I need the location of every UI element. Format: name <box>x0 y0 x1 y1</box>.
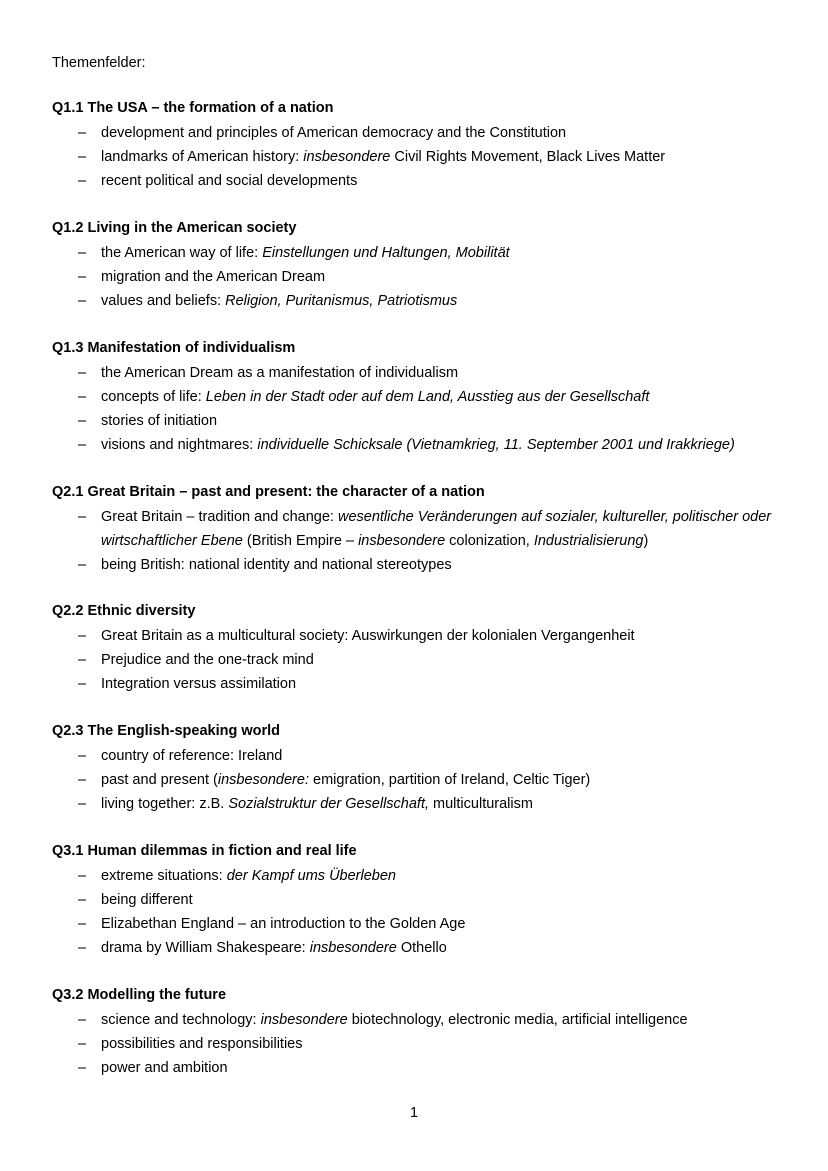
item-text: possibilities and responsibilities <box>101 1036 303 1052</box>
item-text: being different <box>101 892 193 908</box>
list-item <box>52 912 812 936</box>
item-text: Othello <box>396 940 447 956</box>
dash-bullet: – <box>78 868 87 884</box>
item-text: the American Dream as a manifestation of individualism <box>101 365 459 381</box>
item-text: (British Empire – <box>242 533 359 549</box>
section-q2-3 <box>52 722 812 816</box>
item-text: emigration, partition of Ireland, Celtic Tiger) <box>308 772 591 788</box>
italic-text: der Kampf ums Überleben <box>226 868 396 884</box>
section-q3-1 <box>52 842 812 960</box>
section-heading: Q3.1 Human dilemmas in fiction and real life <box>52 843 357 859</box>
dash-bullet: – <box>78 1036 87 1052</box>
item-text: biotechnology, electronic media, artificial intelligence <box>347 1012 688 1028</box>
list-item <box>52 864 812 888</box>
section-heading: Q2.1 Great Britain – past and present: the character of a nation <box>52 484 485 500</box>
section-heading: Q2.2 Ethnic diversity <box>52 603 196 619</box>
list-item <box>52 1056 812 1080</box>
italic-text: individuelle Schicksale (Vietnamkrieg, 11. September 2001 und Irakkriege) <box>257 437 735 453</box>
dash-bullet: – <box>78 940 87 956</box>
dash-bullet: – <box>78 916 87 932</box>
list-item <box>52 169 812 193</box>
dash-bullet: – <box>78 365 87 381</box>
italic-text: insbesondere: <box>217 772 309 788</box>
dash-bullet: – <box>78 892 87 908</box>
section-list <box>52 505 812 577</box>
intro-label: Themenfelder: <box>52 55 146 71</box>
item-text: Great Britain – tradition and change: <box>101 509 338 525</box>
dash-bullet: – <box>78 293 87 309</box>
list-item <box>52 409 812 433</box>
item-text: stories of initiation <box>101 413 218 429</box>
list-item <box>52 1008 812 1032</box>
list-item <box>52 672 812 696</box>
list-item <box>52 744 812 768</box>
section-list <box>52 864 812 960</box>
list-item <box>52 648 812 672</box>
list-item <box>52 145 812 169</box>
list-item <box>52 433 812 457</box>
page-number: 1 <box>409 1105 419 1121</box>
list-item <box>52 1032 812 1056</box>
dash-bullet: – <box>78 652 87 668</box>
list-item <box>52 241 812 265</box>
item-text: being British: national identity and national stereotypes <box>101 557 452 573</box>
item-text: colonization, <box>445 533 534 549</box>
list-item <box>52 936 812 960</box>
list-item <box>52 121 812 145</box>
section-heading: Q3.2 Modelling the future <box>52 987 227 1003</box>
item-text: ) <box>643 533 649 549</box>
item-text: living together: z.B. <box>101 796 229 812</box>
item-text: visions and nightmares: <box>101 437 258 453</box>
item-text: past and present ( <box>101 772 218 788</box>
italic-text: Leben in der Stadt oder auf dem Land, Ausstieg aus der Gesellschaft <box>205 389 650 405</box>
item-text: country of reference: Ireland <box>101 748 283 764</box>
list-item <box>52 624 812 648</box>
section-heading: Q2.3 The English-speaking world <box>52 723 281 739</box>
section-list <box>52 1008 812 1080</box>
dash-bullet: – <box>78 437 87 453</box>
section-heading: Q1.1 The USA – the formation of a nation <box>52 100 334 116</box>
dash-bullet: – <box>78 796 87 812</box>
italic-text: insbesondere <box>260 1012 348 1028</box>
list-item <box>52 505 812 553</box>
dash-bullet: – <box>78 628 87 644</box>
item-text: development and principles of American democracy and the Constitution <box>101 125 567 141</box>
italic-text: Religion, Puritanismus, Patriotismus <box>225 293 458 309</box>
italic-text: wesentliche Veränderungen auf sozialer, kultureller, politischer oder wirtschaftlicher Ebene <box>101 509 772 549</box>
list-item <box>52 385 812 409</box>
item-text: extreme situations: <box>101 868 227 884</box>
section-q1-3 <box>52 339 812 457</box>
dash-bullet: – <box>78 676 87 692</box>
item-text: multiculturalism <box>429 796 533 812</box>
section-q1-1 <box>52 99 812 193</box>
section-list <box>52 241 812 313</box>
item-text: landmarks of American history: <box>101 149 304 165</box>
section-q3-2 <box>52 986 812 1080</box>
dash-bullet: – <box>78 1012 87 1028</box>
list-item <box>52 361 812 385</box>
section-list <box>52 361 812 457</box>
dash-bullet: – <box>78 772 87 788</box>
section-q2-1 <box>52 483 812 577</box>
dash-bullet: – <box>78 748 87 764</box>
list-item <box>52 289 812 313</box>
item-text: the American way of life: <box>101 245 263 261</box>
italic-text: Einstellungen und Haltungen, Mobilität <box>262 245 510 261</box>
list-item <box>52 888 812 912</box>
italic-text: Sozialstruktur der Gesellschaft, <box>228 796 430 812</box>
item-text: Elizabethan England – an introduction to the Golden Age <box>101 916 466 932</box>
dash-bullet: – <box>78 557 87 573</box>
list-item <box>52 553 812 577</box>
item-text: Civil Rights Movement, Black Lives Matter <box>390 149 666 165</box>
dash-bullet: – <box>78 509 87 525</box>
item-text: drama by William Shakespeare: <box>101 940 310 956</box>
dash-bullet: – <box>78 125 87 141</box>
section-list <box>52 121 812 193</box>
section-list <box>52 624 812 696</box>
italic-text: insbesondere <box>303 149 391 165</box>
dash-bullet: – <box>78 173 87 189</box>
dash-bullet: – <box>78 389 87 405</box>
item-text: Integration versus assimilation <box>101 676 297 692</box>
italic-text: Industrialisierung <box>533 533 644 549</box>
item-text: values and beliefs: <box>101 293 226 309</box>
item-text: recent political and social developments <box>101 173 358 189</box>
section-list <box>52 744 812 816</box>
dash-bullet: – <box>78 149 87 165</box>
dash-bullet: – <box>78 245 87 261</box>
section-heading: Q1.3 Manifestation of individualism <box>52 340 296 356</box>
italic-text: insbesondere <box>358 533 446 549</box>
dash-bullet: – <box>78 413 87 429</box>
item-text: power and ambition <box>101 1060 228 1076</box>
item-text: Prejudice and the one-track mind <box>101 652 314 668</box>
list-item <box>52 792 812 816</box>
item-text: concepts of life: <box>101 389 206 405</box>
italic-text: insbesondere <box>309 940 397 956</box>
section-q2-2 <box>52 602 812 696</box>
item-text: science and technology: <box>101 1012 261 1028</box>
item-text: Great Britain as a multicultural society: Auswirkungen der kolonialen Vergangenheit <box>101 628 635 644</box>
section-heading: Q1.2 Living in the American society <box>52 220 297 236</box>
list-item <box>52 265 812 289</box>
list-item <box>52 768 812 792</box>
dash-bullet: – <box>78 1060 87 1076</box>
dash-bullet: – <box>78 269 87 285</box>
item-text: migration and the American Dream <box>101 269 326 285</box>
section-q1-2 <box>52 219 812 313</box>
